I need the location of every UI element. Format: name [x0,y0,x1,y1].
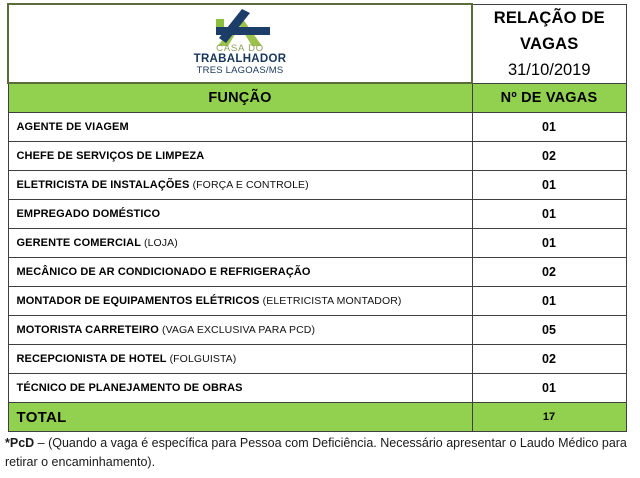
document-date: 31/10/2019 [507,60,591,79]
page-title: RELAÇÃO DE VAGAS [493,8,605,53]
row-vagas: 02 [472,258,626,287]
table-row [8,142,626,171]
column-header-vagas: Nº DE VAGAS [472,83,626,113]
funcao-note: (ELETRICISTA MONTADOR) [262,295,402,307]
funcao-note: (LOJA) [144,237,178,249]
funcao-name: RECEPCIONISTA DE HOTEL [16,353,167,365]
row-vagas: 01 [472,171,626,200]
footnote [5,434,639,472]
funcao-name: CHEFE DE SERVIÇOS DE LIMPEZA [16,150,205,162]
funcao-name: AGENTE DE VIAGEM [16,121,129,133]
table-row [8,229,626,258]
total-label: TOTAL [8,403,472,432]
funcao-note: (FOLGUISTA) [169,353,237,365]
logo-line-2: TRABALHADOR [193,52,287,65]
row-funcao [8,374,472,403]
logo-line-3: TRES LAGOAS/MS [196,64,284,76]
column-header-row [8,83,626,113]
footnote-text: – (Quando a vaga é específica para Pessoa com Deficiência. Necessário apresentar o Laudo Médico para retirar o encaminhamento). [5,436,627,469]
logo [180,9,300,81]
funcao-name: MECÂNICO DE AR CONDICIONADO E REFRIGERAÇÃO [16,266,311,278]
row-funcao [8,142,472,171]
table-row [8,287,626,316]
row-vagas: 01 [472,374,626,403]
row-vagas: 01 [472,287,626,316]
table-row [8,113,626,142]
row-funcao [8,200,472,229]
row-funcao [8,171,472,200]
casa-do-trabalhador-logo-icon [192,9,288,47]
funcao-note: (FORÇA E CONTROLE) [192,179,309,191]
table-row [8,374,626,403]
row-vagas: 01 [472,229,626,258]
table-row [8,316,626,345]
row-vagas: 05 [472,316,626,345]
funcao-name: ELETRICISTA DE INSTALAÇÕES [16,179,190,191]
logo-cell [8,4,472,83]
footnote-marker: *PcD [5,436,35,450]
funcao-name: MOTORISTA CARRETEIRO [16,324,159,336]
document-header-row [8,4,626,83]
row-funcao [8,316,472,345]
row-vagas: 02 [472,345,626,374]
title-cell [472,4,626,83]
column-header-funcao: FUNÇÃO [8,83,472,113]
table-row [8,171,626,200]
table-body [8,4,626,432]
row-funcao [8,113,472,142]
funcao-name: MONTADOR DE EQUIPAMENTOS ELÉTRICOS [16,295,260,307]
total-value: 17 [472,403,626,432]
row-funcao [8,229,472,258]
funcao-name: TÉCNICO DE PLANEJAMENTO DE OBRAS [16,382,243,394]
row-vagas: 02 [472,142,626,171]
vacancies-table [7,3,627,432]
logo-line-1: CASA DO [216,42,264,54]
row-funcao [8,345,472,374]
row-funcao [8,287,472,316]
row-funcao [8,258,472,287]
vacancies-table-wrapper [7,3,625,432]
funcao-name: GERENTE COMERCIAL [16,237,141,249]
funcao-note: (VAGA EXCLUSIVA PARA PCD) [162,324,316,336]
total-row [8,403,626,432]
table-row [8,258,626,287]
row-vagas: 01 [472,113,626,142]
row-vagas: 01 [472,200,626,229]
table-row [8,345,626,374]
funcao-name: EMPREGADO DOMÉSTICO [16,208,161,220]
table-row [8,200,626,229]
